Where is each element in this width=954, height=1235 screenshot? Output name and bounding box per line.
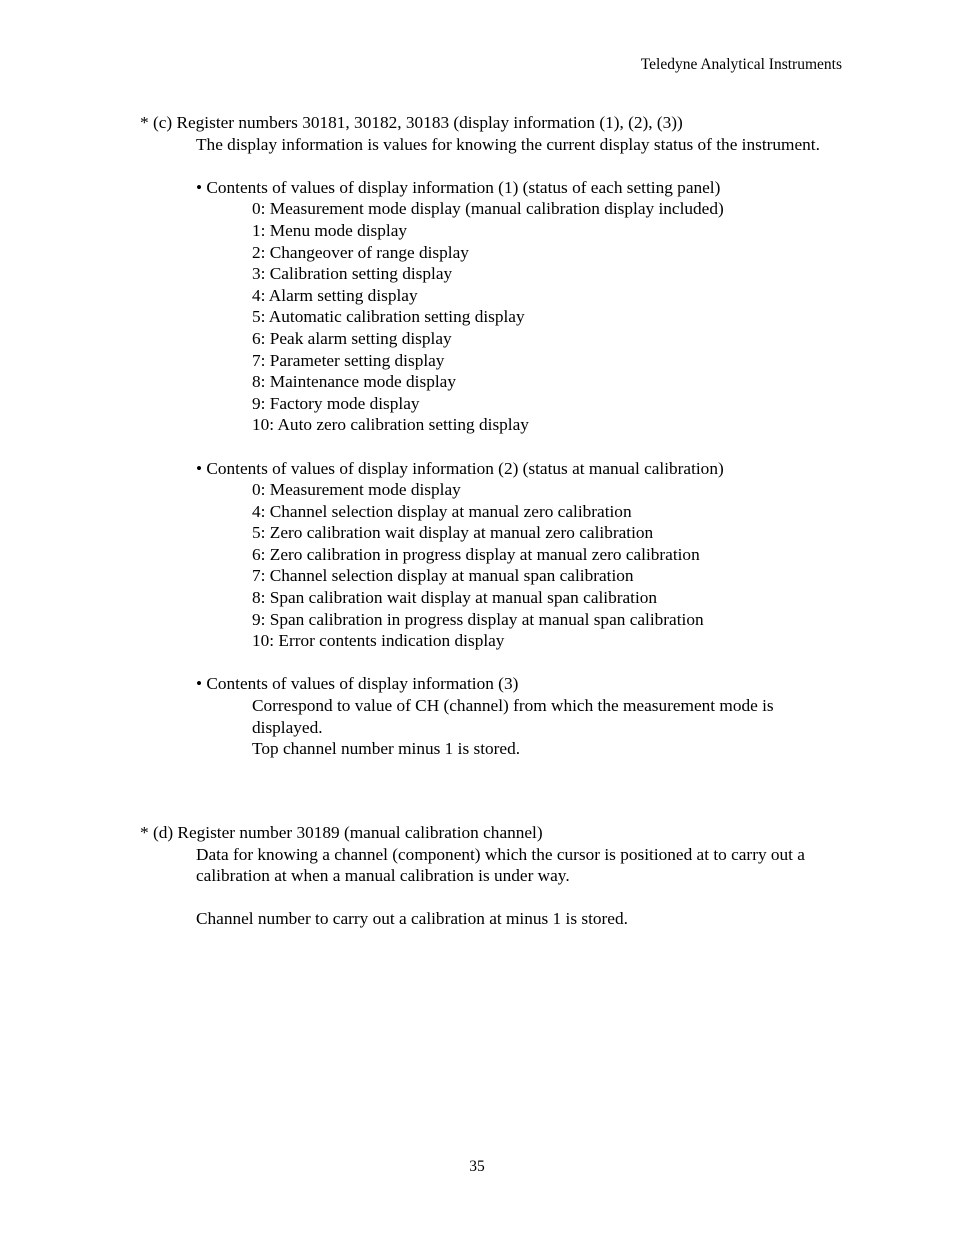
page-number: 35: [469, 1158, 485, 1175]
list-item: 1: Menu mode display: [252, 220, 408, 240]
list-item: 8: Maintenance mode display: [252, 372, 456, 392]
list-item: 7: Parameter setting display: [252, 350, 445, 370]
group-2-heading: • Contents of values of display information (2) (status at manual calibration): [196, 458, 724, 478]
list-item: 6: Peak alarm setting display: [252, 328, 452, 348]
list-item: 10: Auto zero calibration setting display: [252, 415, 529, 435]
list-item: 5: Automatic calibration setting display: [252, 307, 525, 327]
section-d-note: Channel number to carry out a calibration at minus 1 is stored.: [196, 909, 628, 929]
list-item: 5: Zero calibration wait display at manual zero calibration: [252, 523, 654, 543]
list-item: 4: Channel selection display at manual zero calibration: [252, 501, 632, 521]
list-item: 0: Measurement mode display: [252, 480, 461, 500]
section-d: [140, 822, 840, 930]
list-item: 10: Error contents indication display: [252, 631, 505, 651]
running-header: Teledyne Analytical Instruments: [640, 56, 842, 73]
list-item: Correspond to value of CH (channel) from which the measurement mode is displayed.: [252, 696, 774, 737]
list-item: 8: Span calibration wait display at manual span calibration: [252, 588, 658, 608]
list-item: 2: Changeover of range display: [252, 242, 469, 262]
section-c-description: The display information is values for knowing the current display status of the instrument.: [196, 134, 820, 154]
list-item: 3: Calibration setting display: [252, 264, 453, 284]
list-item: 9: Factory mode display: [252, 393, 420, 413]
section-c-title: * (c) Register numbers 30181, 30182, 30183 (display information (1), (2), (3)): [140, 113, 683, 132]
group-3-heading: • Contents of values of display information (3): [196, 674, 519, 694]
section-c: [140, 112, 840, 760]
list-item: 9: Span calibration in progress display at manual span calibration: [252, 609, 704, 629]
list-item: Top channel number minus 1 is stored.: [252, 739, 521, 759]
list-item: 0: Measurement mode display (manual calibration display included): [252, 199, 724, 219]
section-d-title: * (d) Register number 30189 (manual calibration channel): [140, 823, 543, 842]
list-item: 6: Zero calibration in progress display at manual zero calibration: [252, 544, 700, 564]
group-1-heading: • Contents of values of display information (1) (status of each setting panel): [196, 177, 721, 197]
list-item: 7: Channel selection display at manual span calibration: [252, 566, 634, 586]
section-d-description: Data for knowing a channel (component) which the cursor is positioned at to carry out a calibration at when a manual calibration is under way.: [196, 844, 805, 886]
list-item: 4: Alarm setting display: [252, 285, 418, 305]
